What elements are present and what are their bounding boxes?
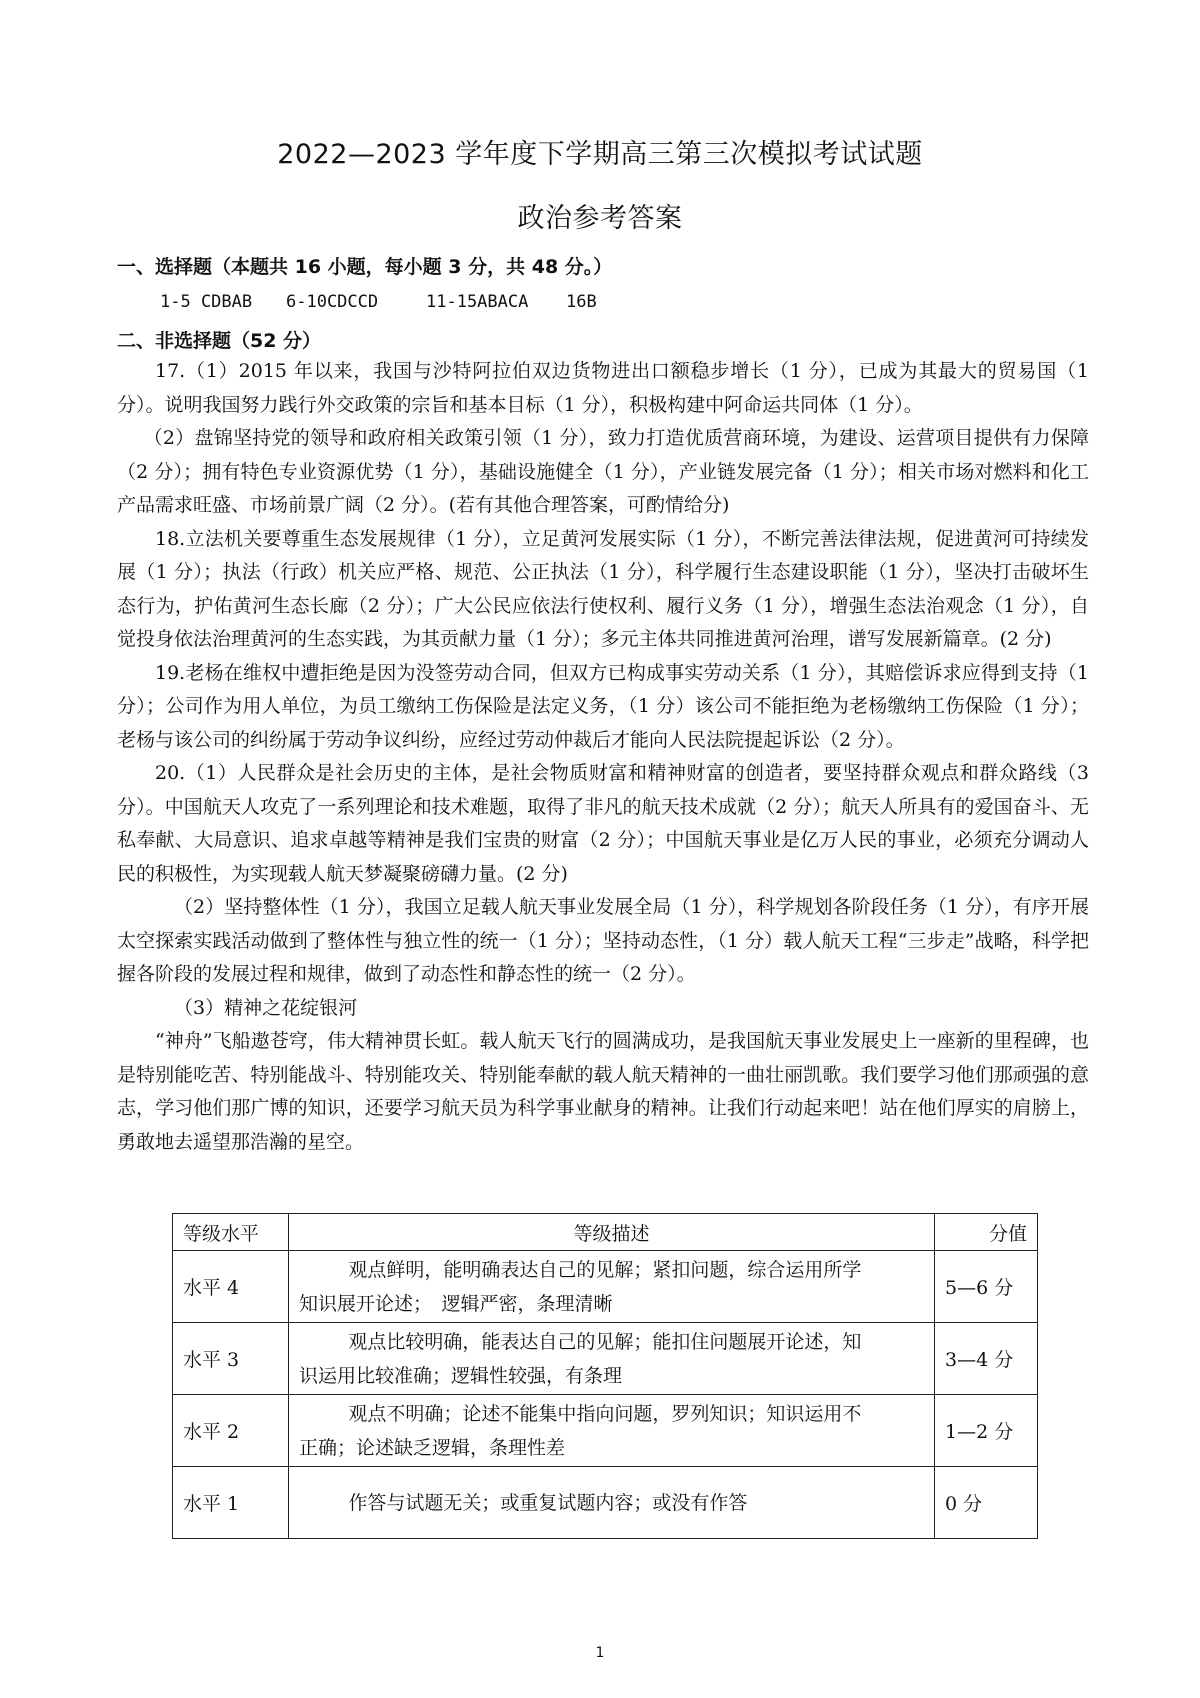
description-cell bbox=[289, 1251, 935, 1323]
description-line: 观点比较明确，能表达自己的见解；能扣住问题展开论述，知 bbox=[348, 1330, 862, 1353]
description-line: 正确；论述缺乏逻辑，条理性差 bbox=[299, 1436, 566, 1459]
answer-paragraph-20-1: 20.（1）人民群众是社会历史的主体，是社会物质财富和精神财富的创造者，要坚持群众观点和群众路线（3 分）。中国航天人攻克了一系列理论和技术难题，取得了非凡的航天技术成就（2 分）；航天人所具有的爱国奋斗、无私奉献、大局意识、追求卓越等精神是我们宝贵的财富（2 分）；中国航天事业是亿万人民的事业，必须充分调动人民的积极性，为实现载人航天梦凝聚磅礴力量。(2 分) bbox=[117, 762, 1089, 885]
description-line: 识运用比较准确；逻辑性较强，有条理 bbox=[299, 1364, 623, 1387]
answer-body bbox=[117, 355, 1089, 1159]
section-heading-choice: 一、选择题（本题共 16 小题，每小题 3 分，共 48 分。） bbox=[117, 256, 613, 278]
answer-paragraph-19: 19.老杨在维权中遭拒绝是因为没签劳动合同，但双方已构成事实劳动关系（1 分），其赔偿诉求应得到支持（1 分）；公司作为用人单位，为员工缴纳工伤保险是法定义务，（1 分）该公司不能拒绝为老杨缴纳工伤保险（1 分）；老杨与该公司的纠纷属于劳动争议纠纷，应经过劳动仲裁后才能向人民法院提起诉讼（2 分）。 bbox=[117, 661, 1089, 751]
answer-paragraph-18: 18.立法机关要尊重生态发展规律（1 分），立足黄河发展实际（1 分），不断完善法律法规，促进黄河可持续发展（1 分）；执法（行政）机关应严格、规范、公正执法（1 分），科学履行生态建设职能（1 分），坚决打击破坏生态行为，护佑黄河生态长廊（2 分）；广大公民应依法行使权利、履行义务（1 分），增强生态法治观念（1 分），自觉投身依法治理黄河的生态实践，为其贡献力量（1 分）；多元主体共同推进黄河治理，谱写发展新篇章。(2 分) bbox=[117, 527, 1089, 650]
header-level: 等级水平 bbox=[173, 1214, 289, 1251]
page-number: 1 bbox=[595, 1645, 605, 1661]
header-description: 等级描述 bbox=[289, 1214, 935, 1251]
score-cell: 3—4 分 bbox=[935, 1323, 1038, 1395]
table-row bbox=[173, 1467, 1038, 1539]
table-header-row bbox=[173, 1214, 1038, 1251]
answer-group-4: 16B bbox=[566, 292, 597, 312]
description-line: 作答与试题无关；或重复试题内容；或没有作答 bbox=[348, 1491, 748, 1514]
score-cell: 5—6 分 bbox=[935, 1251, 1038, 1323]
answer-group-3: 11-15ABACA bbox=[426, 292, 529, 312]
answer-paragraph-20-3-essay: “神舟”飞船遨苍穹，伟大精神贯长虹。载人航天飞行的圆满成功，是我国航天事业发展史上一座新的里程碑，也是特别能吃苦、特别能战斗、特别能攻关、特别能奉献的载人航天精神的一曲壮丽凯歌。我们要学习他们那顽强的意志，学习他们那广博的知识，还要学习航天员为科学事业献身的精神。让我们行动起来吧！站在他们厚实的肩膀上，勇敢地去遥望那浩瀚的星空。 bbox=[117, 1030, 1089, 1153]
exam-subtitle: 政治参考答案 bbox=[517, 203, 683, 234]
answer-group-2: 6-10CDCCD bbox=[286, 292, 379, 312]
description-cell bbox=[289, 1467, 935, 1539]
description-line: 观点鲜明，能明确表达自己的见解；紧扣问题，综合运用所学 bbox=[348, 1258, 862, 1281]
score-cell: 1—2 分 bbox=[935, 1395, 1038, 1467]
description-cell bbox=[289, 1323, 935, 1395]
level-cell: 水平 4 bbox=[173, 1251, 289, 1323]
answer-paragraph-17-2: （2）盘锦坚持党的领导和政府相关政策引领（1 分），致力打造优质营商环境，为建设、运营项目提供有力保障（2 分）；拥有特色专业资源优势（1 分），基础设施健全（1 分），产业链发展完备（1 分）；相关市场对燃料和化工产品需求旺盛、市场前景广阔（2 分）。(若有其他合理答案，可酌情给分) bbox=[117, 427, 1089, 516]
header-score: 分值 bbox=[935, 1214, 1038, 1251]
score-cell: 0 分 bbox=[935, 1467, 1038, 1539]
description-line: 观点不明确；论述不能集中指向问题，罗列知识；知识运用不 bbox=[348, 1402, 862, 1425]
answer-group-1: 1-5 CDBAB bbox=[160, 292, 253, 312]
answer-paragraph-17-1: 17.（1）2015 年以来，我国与沙特阿拉伯双边货物进出口额稳步增长（1 分），已成为其最大的贸易国（1 分）。说明我国努力践行外交政策的宗旨和基本目标（1 分），积极构建中阿命运共同体（1 分）。 bbox=[117, 360, 1089, 416]
description-line: 知识展开论述； 逻辑严密，条理清晰 bbox=[299, 1292, 613, 1315]
table-row bbox=[173, 1323, 1038, 1395]
description-cell bbox=[289, 1395, 935, 1467]
grading-rubric-table bbox=[172, 1213, 1038, 1539]
level-cell: 水平 1 bbox=[173, 1467, 289, 1539]
level-cell: 水平 2 bbox=[173, 1395, 289, 1467]
answer-paragraph-20-2: （2）坚持整体性（1 分），我国立足载人航天事业发展全局（1 分），科学规划各阶段任务（1 分），有序开展太空探索实践活动做到了整体性与独立性的统一（1 分）；坚持动态性，（1 分）载人航天工程“三步走”战略，科学把握各阶段的发展过程和规律，做到了动态性和静态性的统一（2 分）。 bbox=[117, 896, 1089, 985]
table-row bbox=[173, 1395, 1038, 1467]
level-cell: 水平 3 bbox=[173, 1323, 289, 1395]
answer-paragraph-20-3-title: （3）精神之花绽银河 bbox=[174, 996, 358, 1019]
choice-answers bbox=[160, 292, 597, 312]
table-row bbox=[173, 1251, 1038, 1323]
exam-title: 2022—2023 学年度下学期高三第三次模拟考试试题 bbox=[277, 139, 923, 170]
section-heading-nonchoice: 二、非选择题（52 分） bbox=[117, 330, 322, 352]
